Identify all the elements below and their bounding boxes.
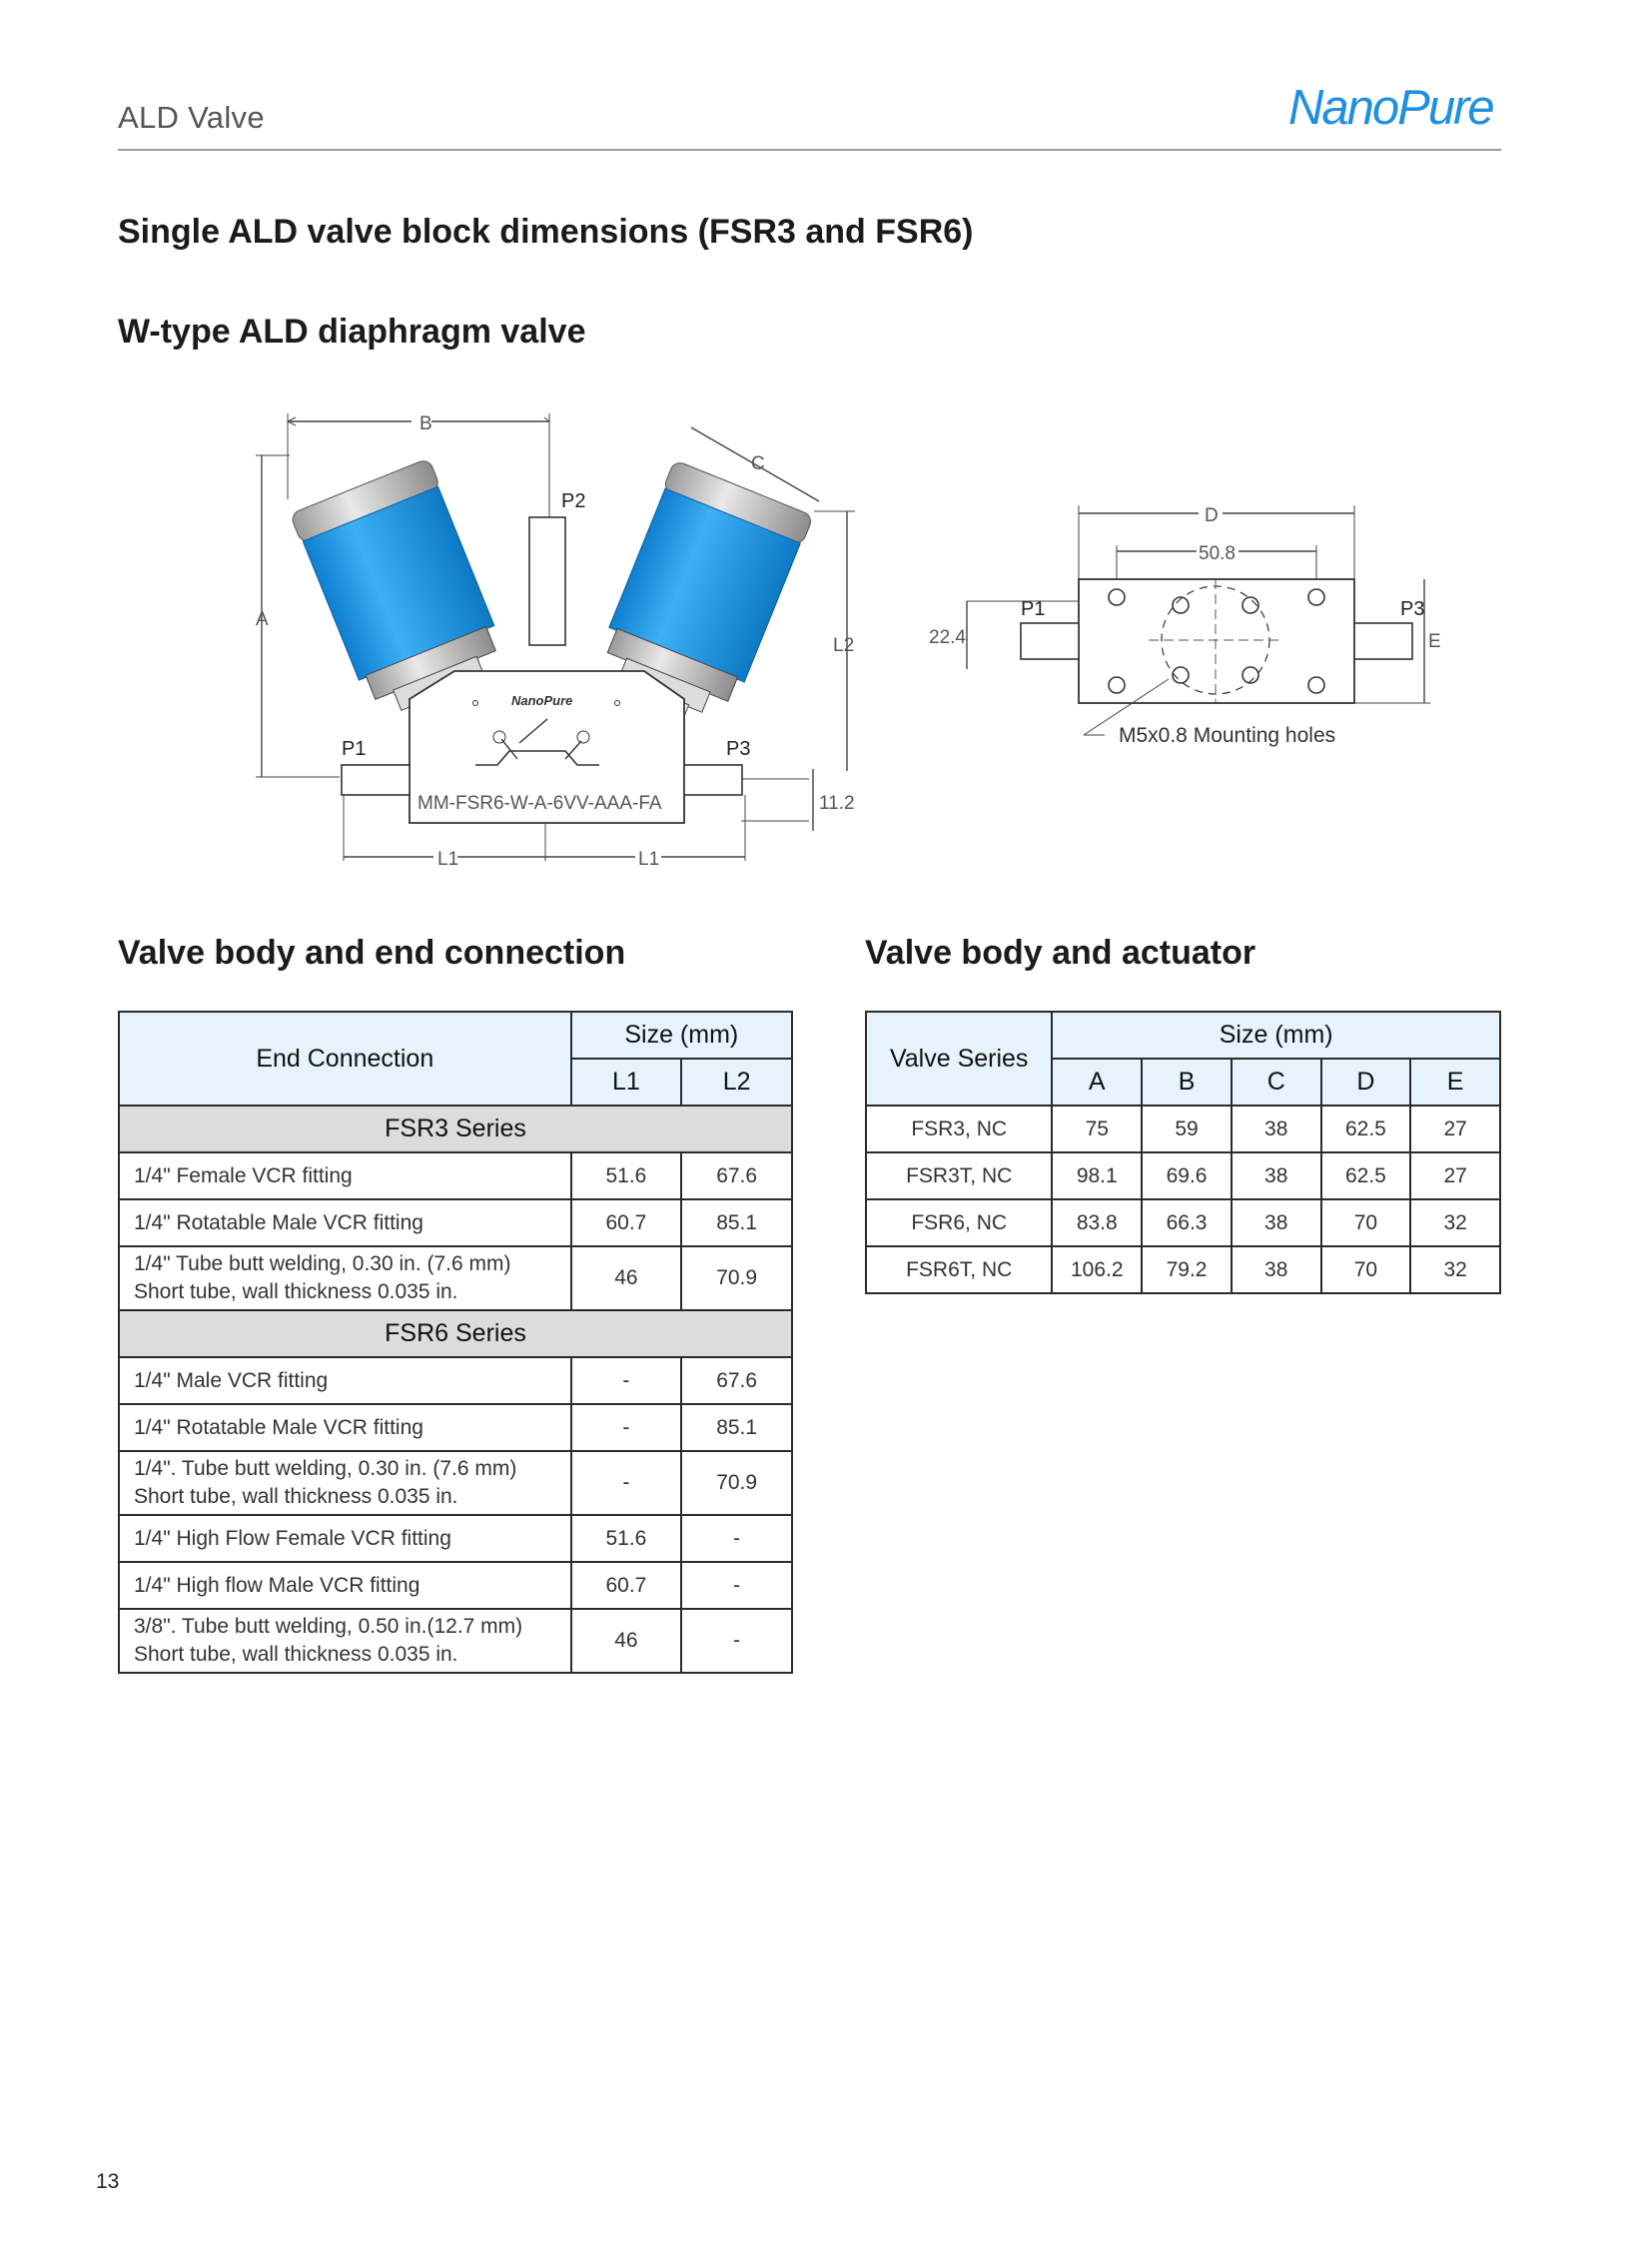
port-P1-label: P1 xyxy=(342,738,367,760)
row-A: 98.1 xyxy=(1052,1152,1142,1199)
dim-E-label: E xyxy=(1428,631,1441,652)
col-header-L2: L2 xyxy=(681,1059,792,1106)
model-number-label: MM-FSR6-W-A-6VV-AAA-FA xyxy=(417,793,662,814)
row-L1: 46 xyxy=(571,1609,682,1673)
table-row xyxy=(866,1246,1500,1293)
dim-22-4-label: 22.4 xyxy=(929,627,966,648)
row-L2: 85.1 xyxy=(681,1404,792,1451)
row-series: FSR6, NC xyxy=(866,1199,1052,1246)
row-desc: 1/4" High Flow Female VCR fitting xyxy=(119,1515,571,1562)
port-P3-label: P3 xyxy=(726,738,751,760)
row-L1: 60.7 xyxy=(571,1562,682,1609)
row-L1: 60.7 xyxy=(571,1199,682,1246)
sub-heading: W-type ALD diaphragm valve xyxy=(118,313,586,351)
dim-L2-label: L2 xyxy=(833,635,855,656)
table-row xyxy=(119,1562,792,1609)
row-series: FSR3T, NC xyxy=(866,1152,1052,1199)
body-brand-label: NanoPure xyxy=(511,693,573,708)
row-B: 59 xyxy=(1142,1106,1232,1152)
row-L1: 51.6 xyxy=(571,1152,682,1199)
row-L2: 70.9 xyxy=(681,1451,792,1515)
table-row xyxy=(119,1152,792,1199)
row-L2: 67.6 xyxy=(681,1152,792,1199)
actuator-table xyxy=(865,1011,1501,1294)
page-number: 13 xyxy=(96,2170,120,2193)
col-header-E: E xyxy=(1410,1059,1500,1106)
row-D: 62.5 xyxy=(1321,1106,1411,1152)
table-row xyxy=(119,1451,792,1515)
row-E: 27 xyxy=(1410,1152,1500,1199)
table-row xyxy=(119,1404,792,1451)
right-table-heading: Valve body and actuator xyxy=(865,934,1256,972)
table-row xyxy=(866,1199,1500,1246)
header-title: ALD Valve xyxy=(118,100,265,135)
end-connection-table xyxy=(118,1011,793,1674)
row-L2: 67.6 xyxy=(681,1357,792,1404)
row-E: 27 xyxy=(1410,1106,1500,1152)
row-desc: 3/8". Tube butt welding, 0.50 in.(12.7 mm) Short tube, wall thickness 0.035 in. xyxy=(119,1609,571,1673)
row-A: 83.8 xyxy=(1052,1199,1142,1246)
row-L1: - xyxy=(571,1404,682,1451)
row-desc: 1/4" Rotatable Male VCR fitting xyxy=(119,1199,571,1246)
left-table-heading: Valve body and end connection xyxy=(118,934,626,972)
table-row xyxy=(119,1246,792,1310)
port-P2-label: P2 xyxy=(561,490,586,512)
row-B: 79.2 xyxy=(1142,1246,1232,1293)
dim-C-label: C xyxy=(751,453,765,474)
col-header-D: D xyxy=(1321,1059,1411,1106)
table-row xyxy=(119,1199,792,1246)
row-series: FSR3, NC xyxy=(866,1106,1052,1152)
table-row xyxy=(119,1357,792,1404)
table-row xyxy=(119,1515,792,1562)
col-header-A: A xyxy=(1052,1059,1142,1106)
fsr3-series-row: FSR3 Series xyxy=(119,1106,792,1152)
table-row xyxy=(866,1152,1500,1199)
top-port-P1-label: P1 xyxy=(1021,598,1046,620)
mounting-holes-label: M5x0.8 Mounting holes xyxy=(1119,724,1336,747)
row-desc: 1/4" Female VCR fitting xyxy=(119,1152,571,1199)
row-B: 69.6 xyxy=(1142,1152,1232,1199)
table-row xyxy=(866,1106,1500,1152)
col-header-C: C xyxy=(1232,1059,1321,1106)
row-D: 62.5 xyxy=(1321,1152,1411,1199)
table-row xyxy=(119,1609,792,1673)
dim-11-2-label: 11.2 xyxy=(819,793,855,814)
row-D: 70 xyxy=(1321,1199,1411,1246)
row-desc: 1/4" High flow Male VCR fitting xyxy=(119,1562,571,1609)
col-header-end-connection: End Connection xyxy=(119,1012,571,1106)
dim-B-label: B xyxy=(419,413,432,434)
header-divider xyxy=(118,149,1501,151)
dim-50-8-label: 50.8 xyxy=(1199,543,1236,564)
col-header-L1: L1 xyxy=(571,1059,682,1106)
row-L1: - xyxy=(571,1357,682,1404)
row-desc: 1/4" Male VCR fitting xyxy=(119,1357,571,1404)
col-header-size: Size (mm) xyxy=(1052,1012,1500,1059)
row-C: 38 xyxy=(1232,1246,1321,1293)
row-A: 106.2 xyxy=(1052,1246,1142,1293)
dim-L1-left-label: L1 xyxy=(437,849,459,870)
row-desc: 1/4" Rotatable Male VCR fitting xyxy=(119,1404,571,1451)
col-header-size: Size (mm) xyxy=(571,1012,792,1059)
row-L1: - xyxy=(571,1451,682,1515)
row-E: 32 xyxy=(1410,1199,1500,1246)
row-L2: - xyxy=(681,1609,792,1673)
row-series: FSR6T, NC xyxy=(866,1246,1052,1293)
row-A: 75 xyxy=(1052,1106,1142,1152)
col-header-B: B xyxy=(1142,1059,1232,1106)
dim-A-label: A xyxy=(256,609,269,630)
valve-top-view-diagram xyxy=(929,489,1448,759)
row-C: 38 xyxy=(1232,1152,1321,1199)
row-L1: 46 xyxy=(571,1246,682,1310)
dim-D-label: D xyxy=(1205,505,1219,526)
row-L2: 85.1 xyxy=(681,1199,792,1246)
col-header-valve-series: Valve Series xyxy=(866,1012,1052,1106)
dim-L1-right-label: L1 xyxy=(638,849,660,870)
valve-side-view-diagram xyxy=(230,399,879,879)
row-L2: - xyxy=(681,1515,792,1562)
row-L2: - xyxy=(681,1562,792,1609)
main-heading: Single ALD valve block dimensions (FSR3 and FSR6) xyxy=(118,213,974,251)
row-D: 70 xyxy=(1321,1246,1411,1293)
row-L1: 51.6 xyxy=(571,1515,682,1562)
top-port-P3-label: P3 xyxy=(1400,598,1425,620)
row-C: 38 xyxy=(1232,1199,1321,1246)
nanopure-logo: NanoPure xyxy=(1288,81,1493,135)
row-L2: 70.9 xyxy=(681,1246,792,1310)
row-desc: 1/4". Tube butt welding, 0.30 in. (7.6 mm) Short tube, wall thickness 0.035 in. xyxy=(119,1451,571,1515)
row-B: 66.3 xyxy=(1142,1199,1232,1246)
row-C: 38 xyxy=(1232,1106,1321,1152)
row-E: 32 xyxy=(1410,1246,1500,1293)
row-desc: 1/4" Tube butt welding, 0.30 in. (7.6 mm) Short tube, wall thickness 0.035 in. xyxy=(119,1246,571,1310)
fsr6-series-row: FSR6 Series xyxy=(119,1310,792,1357)
